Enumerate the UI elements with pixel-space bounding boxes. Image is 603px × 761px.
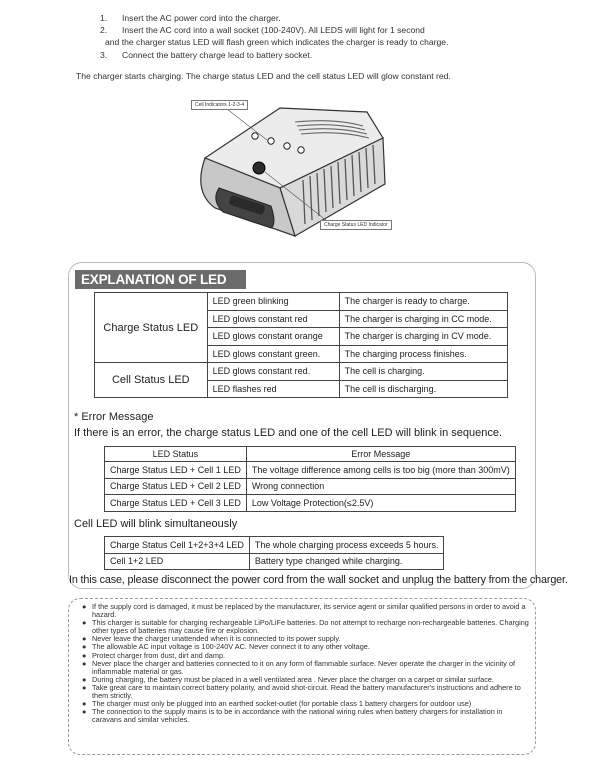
list-item: ● Never place the charger and batteries connected to it on any form of flammable surface. Never operate the charger in the vicinity of inflammable material or gas. (82, 658, 516, 676)
simultaneous-blink-table (104, 536, 444, 570)
error-table (104, 446, 516, 512)
bullet-icon: ● (82, 602, 87, 611)
list-item: ● Never leave the charger unattended when it is connected to its power supply. (82, 634, 341, 644)
table-row: LED glows constant orange The charger is charging in CV mode. (95, 328, 508, 346)
error-message-description: If there is an error, the charge status LED and one of the cell LED will blink in sequence. (74, 427, 503, 439)
table-row: Charge Status Cell 1+2+3+4 LED The whole charging process exceeds 5 hours. (105, 537, 444, 554)
list-item: ● Protect charger from dust, dirt and damp. (82, 650, 226, 660)
list-item: ● If the supply cord is damaged, it must be replaced by the manufacturer, its service agent or similar qualified persons in order to avoid a hazard. (82, 602, 526, 620)
list-item: ● During charging, the battery must be placed in a well ventilated area . Never place the charger on a carpet or similar surface. (82, 674, 494, 684)
table-row: LED glows constant red The charger is charging in CC mode. (95, 310, 508, 328)
table-row: LED glows constant green. The charging process finishes. (95, 345, 508, 363)
charger-illustration (185, 96, 420, 244)
table-row: Charge Status LED LED green blinking The charger is ready to charge. (95, 293, 508, 311)
list-item: ● The connection to the supply mains is to be in accordance with the national wiring rules when battery chargers for installation in caravans and similar vehicles. (82, 707, 503, 725)
charge-status-group-label: Charge Status LED (95, 293, 208, 363)
led-status-table (94, 292, 508, 398)
list-item: ● Take great care to maintain correct battery polarity, and avoid shot-circuit. Read the battery manufacturer's instructions and adhere to them strictly. (82, 682, 521, 701)
bullet-icon: ● (82, 642, 87, 652)
list-item: ● This charger is suitable for charging rechargeable LiPo/LiFe batteries. Do not attempt to recharge non-rechargeable batteries. Charging other types of batteries may cause fire or explosion. (82, 618, 529, 636)
table-row: Charge Status LED + Cell 2 LED Wrong connection (105, 478, 516, 495)
safety-warnings-list (82, 603, 530, 724)
bullet-icon: ● (82, 650, 87, 660)
table-header-row: LED Status Error Message (105, 447, 516, 462)
cell-status-group-label: Cell Status LED (95, 363, 208, 398)
bullet-icon: ● (82, 707, 87, 717)
table-row: Charge Status LED + Cell 1 LED The voltage difference among cells is too big (more than 300mV) (105, 462, 516, 479)
charge-status-led-callout: Charge Status LED Indicator (320, 220, 392, 230)
closing-instruction: In this case, please disconnect the power cord from the wall socket and unplug the battery from the charger. (69, 574, 568, 586)
error-message-heading: * Error Message (74, 411, 154, 423)
table-row: LED flashes red The cell is discharging. (95, 380, 508, 398)
bullet-icon: ● (82, 682, 87, 692)
bullet-icon: ● (82, 658, 87, 668)
simultaneous-blink-heading: Cell LED will blink simultaneously (74, 518, 238, 530)
list-item: ● The allowable AC input voltage is 100-240V AC. Never connect it to any other voltage. (82, 642, 370, 652)
table-row: Cell Status LED LED glows constant red. The cell is charging. (95, 363, 508, 381)
step-1: 1. Insert the AC power cord into the charger. (100, 13, 281, 23)
cell-indicators-callout: Cell Indicators 1-2-3-4 (191, 100, 248, 110)
setup-steps (100, 12, 448, 61)
bullet-icon: ● (82, 618, 87, 628)
table-row: Charge Status LED + Cell 3 LED Low Voltage Protection(≤2.5V) (105, 495, 516, 512)
step-3: 3. Connect the battery charge lead to battery socket. (100, 49, 313, 60)
bullet-icon: ● (82, 699, 87, 709)
step-2: 2. Insert the AC cord into a wall socket (100-240V). All LEDS will light for 1 second (100, 25, 425, 36)
table-row: Cell 1+2 LED Battery type changed while charging. (105, 553, 444, 570)
bullet-icon: ● (82, 674, 87, 684)
charging-intro: The charger starts charging. The charge status LED and the cell status LED will glow constant red. (76, 71, 451, 81)
bullet-icon: ● (82, 634, 87, 644)
section-title: EXPLANATION OF LED STATUS (75, 270, 246, 289)
list-item: ● The charger must only be plugged into an earthed socket-outlet (for portable class 1 battery chargers for outdoor use) (82, 699, 472, 709)
step-2-continued: and the charger status LED will flash green which indicates the charger is ready to charge. (105, 37, 449, 48)
